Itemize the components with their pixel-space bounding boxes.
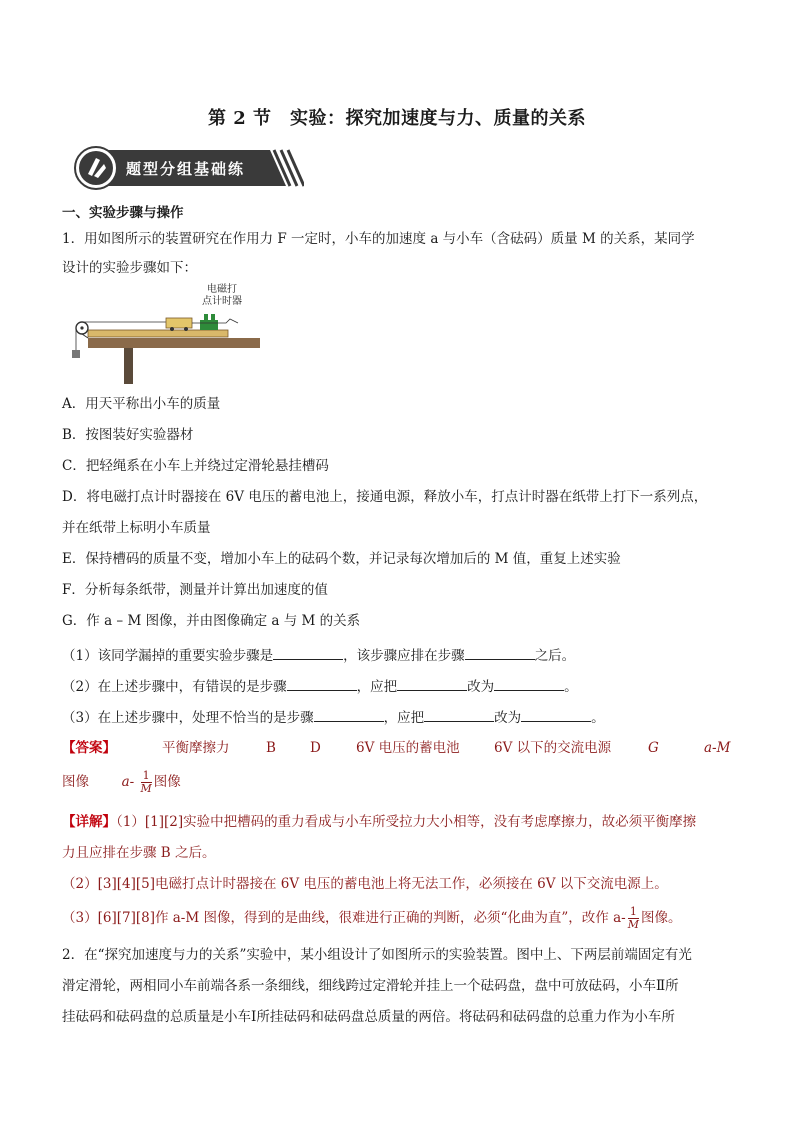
q2-line3: 挂砝码和砝码盘的总质量是小车Ⅰ所挂砝码和砝码盘总质量的两倍。将砝码和砝码盘的总重力作为小车所 [62, 1009, 675, 1025]
sub-question-1: （1）该同学漏掉的重要实验步骤是 ，该步骤应排在步骤 之后。 [62, 645, 575, 666]
q1-intro-line2: 设计的实验步骤如下： [62, 260, 197, 276]
answer-4: 6V 电压的蓄电池 [356, 740, 460, 756]
detail-line2: 力且应排在步骤 B 之后。 [62, 845, 216, 861]
page-title: 第 2 节 实验：探究加速度与力、质量的关系 [207, 108, 587, 129]
detail-line4: （3）[6][7][8]作 a-M 图像，得到的是曲线，很难进行正确的判断，必须“化曲为直”，改作 a- $\frac{1}{M}$ 图像。 [62, 905, 682, 931]
step-b: B．按图装好实验器材 [62, 427, 194, 443]
step-f: F．分析每条纸带，测量并计算出加速度的值 [62, 582, 328, 598]
detail-line1: 【详解】（1）[1][2]实验中把槽码的重力看成与小车所受拉力大小相等，没有考虑摩擦力，故必须平衡摩擦 [62, 814, 697, 830]
q2-line2: 滑定滑轮，两相同小车前端各系一条细线，细线跨过定滑轮并挂上一个砝码盘，盘中可放砝码，小车Ⅱ所 [62, 978, 679, 994]
answer-blank[interactable] [287, 676, 357, 691]
step-d: D．将电磁打点计时器接在 6V 电压的蓄电池上，接通电源，释放小车，打点计时器在纸带上打下一系列点， [62, 489, 708, 505]
detail-line3: （2）[3][4][5]电磁打点计时器接在 6V 电压的蓄电池上将无法工作，必须接在 6V 以下交流电源上。 [62, 876, 668, 892]
answer-row-2: 图像 a- $\frac{1}{M}$ 图像 [62, 769, 181, 795]
banner-label: 题型分组基础练 [126, 160, 246, 178]
answer-7: a-M [704, 740, 731, 756]
fraction: $\frac{1}{M}$ [140, 769, 152, 795]
answer-blank[interactable] [424, 707, 494, 722]
answer-blank[interactable] [397, 676, 467, 691]
hanging-weight [72, 350, 80, 358]
fraction: $\frac{1}{M}$ [627, 905, 639, 931]
step-c: C．把轻绳系在小车上并绕过定滑轮悬挂槽码 [62, 458, 329, 474]
answer-2: B [266, 740, 276, 756]
answer-blank[interactable] [521, 707, 591, 722]
cart [166, 318, 192, 328]
answer-blank[interactable] [314, 707, 384, 722]
sub-question-3: （3）在上述步骤中，处理不恰当的是步骤 ，应把 改为 。 [62, 707, 605, 728]
answer-5: 6V 以下的交流电源 [494, 740, 612, 756]
figure-label-line1: 电磁打 [207, 284, 237, 295]
q1-intro-line1: 1．用如图所示的装置研究在作用力 F 一定时，小车的加速度 a 与小车（含砝码）质量 M 的关系，某同学 [62, 231, 695, 247]
answer-6: G [648, 740, 659, 756]
answer-blank[interactable] [273, 645, 343, 660]
step-d-cont: 并在纸带上标明小车质量 [62, 520, 211, 536]
step-a: A．用天平称出小车的质量 [62, 396, 221, 412]
answer-1: 平衡摩擦力 [162, 740, 230, 756]
figure-label-line2: 点计时器 [202, 296, 242, 307]
answer-blank[interactable] [494, 676, 564, 691]
sub-question-2: （2）在上述步骤中，有错误的是步骤 ，应把 改为 。 [62, 676, 578, 697]
answer-row [62, 738, 731, 758]
answer-3: D [310, 740, 321, 756]
answer-blank[interactable] [465, 645, 535, 660]
step-e: E．保持槽码的质量不变，增加小车上的砝码个数，并记录每次增加后的 M 值，重复上述实验 [62, 551, 621, 567]
section-heading: 一、实验步骤与操作 [62, 205, 184, 221]
step-g: G．作 a – M 图像，并由图像确定 a 与 M 的关系 [62, 613, 361, 629]
answer-tag: 【答案】 [62, 740, 116, 756]
q2-line1: 2．在“探究加速度与力的关系”实验中，某小组设计了如图所示的实验装置。图中上、下两层前端固定有光 [62, 947, 692, 963]
timer [200, 320, 218, 330]
